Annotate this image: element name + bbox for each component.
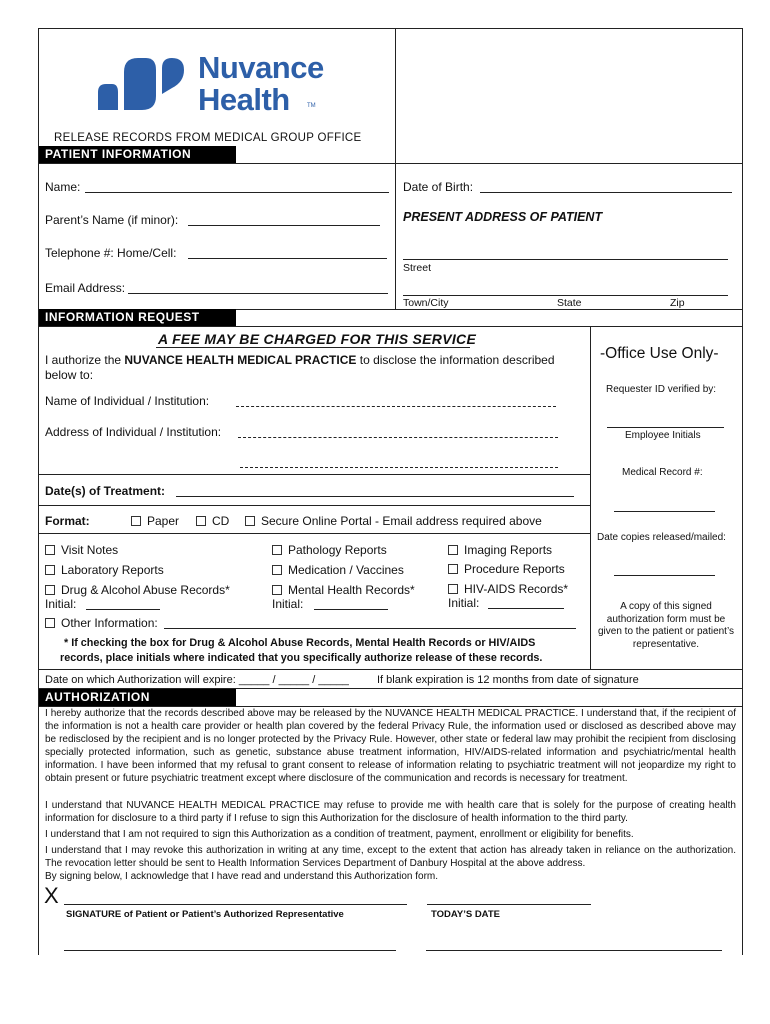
address-institution-field[interactable] xyxy=(238,437,558,438)
mental-initial-field[interactable] xyxy=(314,609,388,610)
office-use-title: -Office Use Only- xyxy=(600,345,719,362)
rule xyxy=(38,669,743,670)
checkbox[interactable] xyxy=(448,584,458,594)
town-label: Town/City xyxy=(403,297,449,309)
office-divider xyxy=(590,326,591,669)
medical-record-field[interactable] xyxy=(614,511,715,512)
logo-text-health: Health xyxy=(198,82,290,117)
procedure-option[interactable] xyxy=(448,562,565,576)
name-field[interactable] xyxy=(85,192,389,193)
fee-notice: A FEE MAY BE CHARGED FOR THIS SERVICE xyxy=(158,331,477,347)
copies-released-label: Date copies released/mailed: xyxy=(597,532,726,543)
second-signature-field[interactable] xyxy=(64,950,396,951)
format-label: Format: xyxy=(45,514,90,528)
requester-verified-label: Requester ID verified by: xyxy=(606,384,717,395)
signature-field[interactable] xyxy=(64,904,407,905)
form-title: RELEASE RECORDS FROM MEDICAL GROUP OFFICE xyxy=(54,132,362,144)
hiv-initial-field[interactable] xyxy=(488,608,564,609)
visit-notes-option[interactable] xyxy=(45,543,118,557)
imaging-option[interactable] xyxy=(448,543,552,557)
present-address-heading: PRESENT ADDRESS OF PATIENT xyxy=(403,210,603,224)
mental-label: Mental Health Records* xyxy=(288,583,415,597)
signature-label: SIGNATURE of Patient or Patient’s Authorized Representative xyxy=(66,909,344,920)
authorization-paragraph-2: I understand that NUVANCE HEALTH MEDICAL PRACTICE may refuse to provide me with health care that is solely for the purpose of creating health information for disclosure to a third party if I refuse to sign this Authorization for the disclosure of health information to the third party. xyxy=(45,800,736,824)
lab-option[interactable] xyxy=(45,563,164,577)
dates-treatment-field[interactable] xyxy=(176,496,574,497)
authorization-paragraph-3: I understand that I am not required to sign this Authorization as a condition of treatment, payment, enrollment or eligibility for benefits. xyxy=(45,829,634,840)
other-info-option[interactable] xyxy=(45,616,158,630)
authorize-statement xyxy=(45,353,555,367)
other-info-field[interactable] xyxy=(164,628,576,629)
section-patient-information: PATIENT INFORMATION xyxy=(39,146,236,163)
lab-label: Laboratory Reports xyxy=(61,563,164,577)
expiration-date-label[interactable]: Date on which Authorization will expire: _____ / _____ / _____ xyxy=(45,674,349,686)
checkbox[interactable] xyxy=(131,516,141,526)
rule xyxy=(38,326,743,327)
checkbox[interactable] xyxy=(196,516,206,526)
employee-initials-field[interactable] xyxy=(607,427,724,428)
name-institution-field[interactable] xyxy=(236,406,556,407)
hiv-initial-label: Initial: xyxy=(448,596,480,610)
second-date-field[interactable] xyxy=(426,950,722,951)
sensitive-records-note-2: records, place initials where indicated that you specifically authorize release of these records. xyxy=(60,652,543,664)
checkbox[interactable] xyxy=(45,618,55,628)
checkbox[interactable] xyxy=(272,545,282,555)
drug-label: Drug & Alcohol Abuse Records* xyxy=(61,583,230,597)
signature-x-mark: X xyxy=(44,883,59,908)
format-portal-option[interactable] xyxy=(245,514,542,528)
checkbox[interactable] xyxy=(448,564,458,574)
authorize-practice: NUVANCE HEALTH MEDICAL PRACTICE xyxy=(124,353,357,367)
medication-label: Medication / Vaccines xyxy=(288,563,404,577)
format-cd-option[interactable] xyxy=(196,514,229,528)
header-divider xyxy=(395,28,396,163)
street-field[interactable] xyxy=(403,259,728,260)
address-institution-field-2[interactable] xyxy=(240,467,558,468)
format-cd-label: CD xyxy=(212,514,230,528)
rule xyxy=(38,163,743,164)
drug-option[interactable] xyxy=(45,583,230,597)
today-date-field[interactable] xyxy=(427,904,591,905)
authorization-paragraph-1: I hereby authorize that the records described above may be released by the NUVANCE HEALTH MEDICAL PRACTICE. I understand that, if the recipient of the information is not a health care provider or health plan covered by the federal Privacy Rule, the information used or disclosed as described above may be redisclosed by the recipient and is no longer protected by the Privacy Rule. However, other state or federal law may prohibit the recipient from disclosing specially protected information, such as genetic, substance abuse treatment information, HIV/AIDS-related information and psychiatric/mental health information. I have been informed that my refusal to grant consent to release of information relating to psychiatric treatment will not jeopardize my right to obtain present or future psychiatric treatment except where disclosure of the communication and records is necessary for treatment. xyxy=(45,708,736,784)
other-info-label: Other Information: xyxy=(61,616,158,630)
dates-treatment-label: Date(s) of Treatment: xyxy=(45,484,166,498)
copy-notice: A copy of this signed authorization form must be given to the patient or patient’s representative. xyxy=(597,601,735,650)
telephone-field[interactable] xyxy=(188,258,387,259)
format-paper-option[interactable] xyxy=(131,514,179,528)
nuvance-logo-mark xyxy=(96,54,188,114)
dob-field[interactable] xyxy=(480,192,732,193)
drug-initial-label: Initial: xyxy=(45,597,77,611)
section-information-request: INFORMATION REQUEST xyxy=(39,309,236,326)
address-institution-label: Address of Individual / Institution: xyxy=(45,425,222,439)
authorization-paragraph-5: By signing below, I acknowledge that I have read and understand this Authorization form. xyxy=(45,871,439,882)
drug-initial-field[interactable] xyxy=(86,609,160,610)
rule xyxy=(38,533,590,534)
section-authorization: AUTHORIZATION xyxy=(39,689,236,706)
town-state-zip-field[interactable] xyxy=(403,295,728,296)
email-field[interactable] xyxy=(128,293,388,294)
patient-divider xyxy=(395,163,396,309)
zip-label: Zip xyxy=(670,297,685,309)
rule xyxy=(38,474,590,475)
logo-text-nuvance: Nuvance xyxy=(198,50,324,85)
procedure-label: Procedure Reports xyxy=(464,562,565,576)
name-institution-label: Name of Individual / Institution: xyxy=(45,394,210,408)
checkbox[interactable] xyxy=(272,565,282,575)
checkbox[interactable] xyxy=(45,585,55,595)
logo-trademark: TM xyxy=(307,103,316,109)
checkbox[interactable] xyxy=(245,516,255,526)
state-label: State xyxy=(557,297,582,309)
hiv-option[interactable] xyxy=(448,582,568,596)
checkbox[interactable] xyxy=(45,565,55,575)
blank-expiration-note: If blank expiration is 12 months from date of signature xyxy=(377,674,639,686)
email-label: Email Address: xyxy=(45,281,126,295)
hiv-label: HIV-AIDS Records* xyxy=(464,582,569,596)
authorization-paragraph-4: I understand that I may revoke this authorization in writing at any time, except to the extent that action has already taken in reliance on the authorization. The revocation letter should be sent to Health Information Services Department of Danbury Hospital at the above address. xyxy=(45,845,736,869)
telephone-label: Telephone #: Home/Cell: xyxy=(45,246,177,260)
parent-name-field[interactable] xyxy=(188,225,380,226)
checkbox[interactable] xyxy=(45,545,55,555)
parent-name-label: Parent’s Name (if minor): xyxy=(45,213,179,227)
format-paper-label: Paper xyxy=(147,514,180,528)
rule xyxy=(38,505,590,506)
sensitive-records-note-1: * If checking the box for Drug & Alcohol Abuse Records, Mental Health Records or HIV/AIDS xyxy=(64,637,536,649)
pathology-option[interactable] xyxy=(272,543,387,557)
mental-option[interactable] xyxy=(272,583,415,597)
name-label: Name: xyxy=(45,180,81,194)
fee-underline xyxy=(156,347,470,348)
format-portal-label: Secure Online Portal - Email address required above xyxy=(261,514,542,528)
copies-released-field[interactable] xyxy=(614,575,715,576)
medication-option[interactable] xyxy=(272,563,404,577)
employee-initials-label: Employee Initials xyxy=(625,430,701,441)
street-label: Street xyxy=(403,262,432,274)
medical-record-label: Medical Record #: xyxy=(622,467,703,478)
below-to: below to: xyxy=(45,368,94,382)
checkbox[interactable] xyxy=(272,585,282,595)
imaging-label: Imaging Reports xyxy=(464,543,553,557)
checkbox[interactable] xyxy=(448,545,458,555)
authorize-pre: I authorize the xyxy=(45,353,125,367)
pathology-label: Pathology Reports xyxy=(288,543,387,557)
dob-label: Date of Birth: xyxy=(403,180,474,194)
mental-initial-label: Initial: xyxy=(272,597,304,611)
visit-notes-label: Visit Notes xyxy=(61,543,119,557)
today-date-label: TODAY’S DATE xyxy=(431,909,500,920)
authorize-post: to disclose the information described xyxy=(356,353,555,367)
